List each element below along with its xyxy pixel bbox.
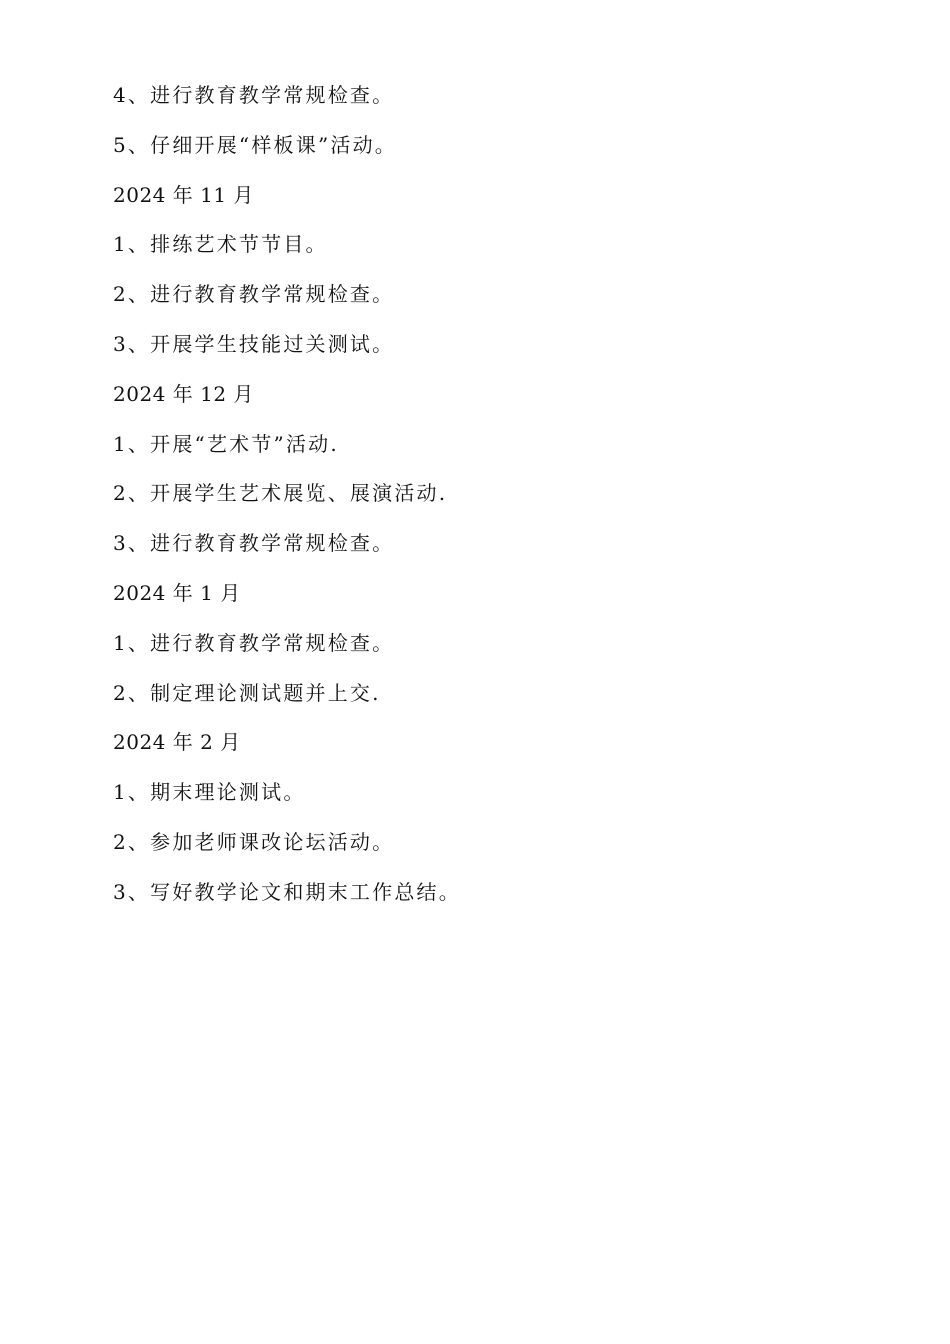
list-item: 2、制定理论测试题并上交.: [113, 680, 381, 705]
list-item: 3、开展学生技能过关测试。: [113, 331, 395, 356]
month-heading: 2024 年 2 月: [113, 730, 241, 755]
list-item: 3、写好教学论文和期末工作总结。: [113, 879, 461, 904]
month-heading: 2024 年 1 月: [113, 580, 241, 605]
month-heading: 2024 年 12 月: [113, 381, 254, 406]
list-item: 2、进行教育教学常规检查。: [113, 282, 395, 307]
list-item: 1、期末理论测试。: [113, 780, 306, 805]
list-item: 5、仔细开展“样板课”活动。: [113, 132, 397, 157]
list-item: 1、排练艺术节节目。: [113, 232, 328, 257]
list-item: 2、开展学生艺术展览、展演活动.: [113, 481, 448, 506]
month-heading: 2024 年 11 月: [113, 182, 254, 207]
list-item: 1、开展“艺术节”活动.: [113, 431, 339, 456]
document-body: [113, 78, 833, 925]
list-item: 2、参加老师课改论坛活动。: [113, 829, 395, 854]
list-item: 3、进行教育教学常规检查。: [113, 531, 395, 556]
list-item: 4、进行教育教学常规检查。: [113, 83, 395, 107]
list-item: 1、进行教育教学常规检查。: [113, 630, 395, 655]
